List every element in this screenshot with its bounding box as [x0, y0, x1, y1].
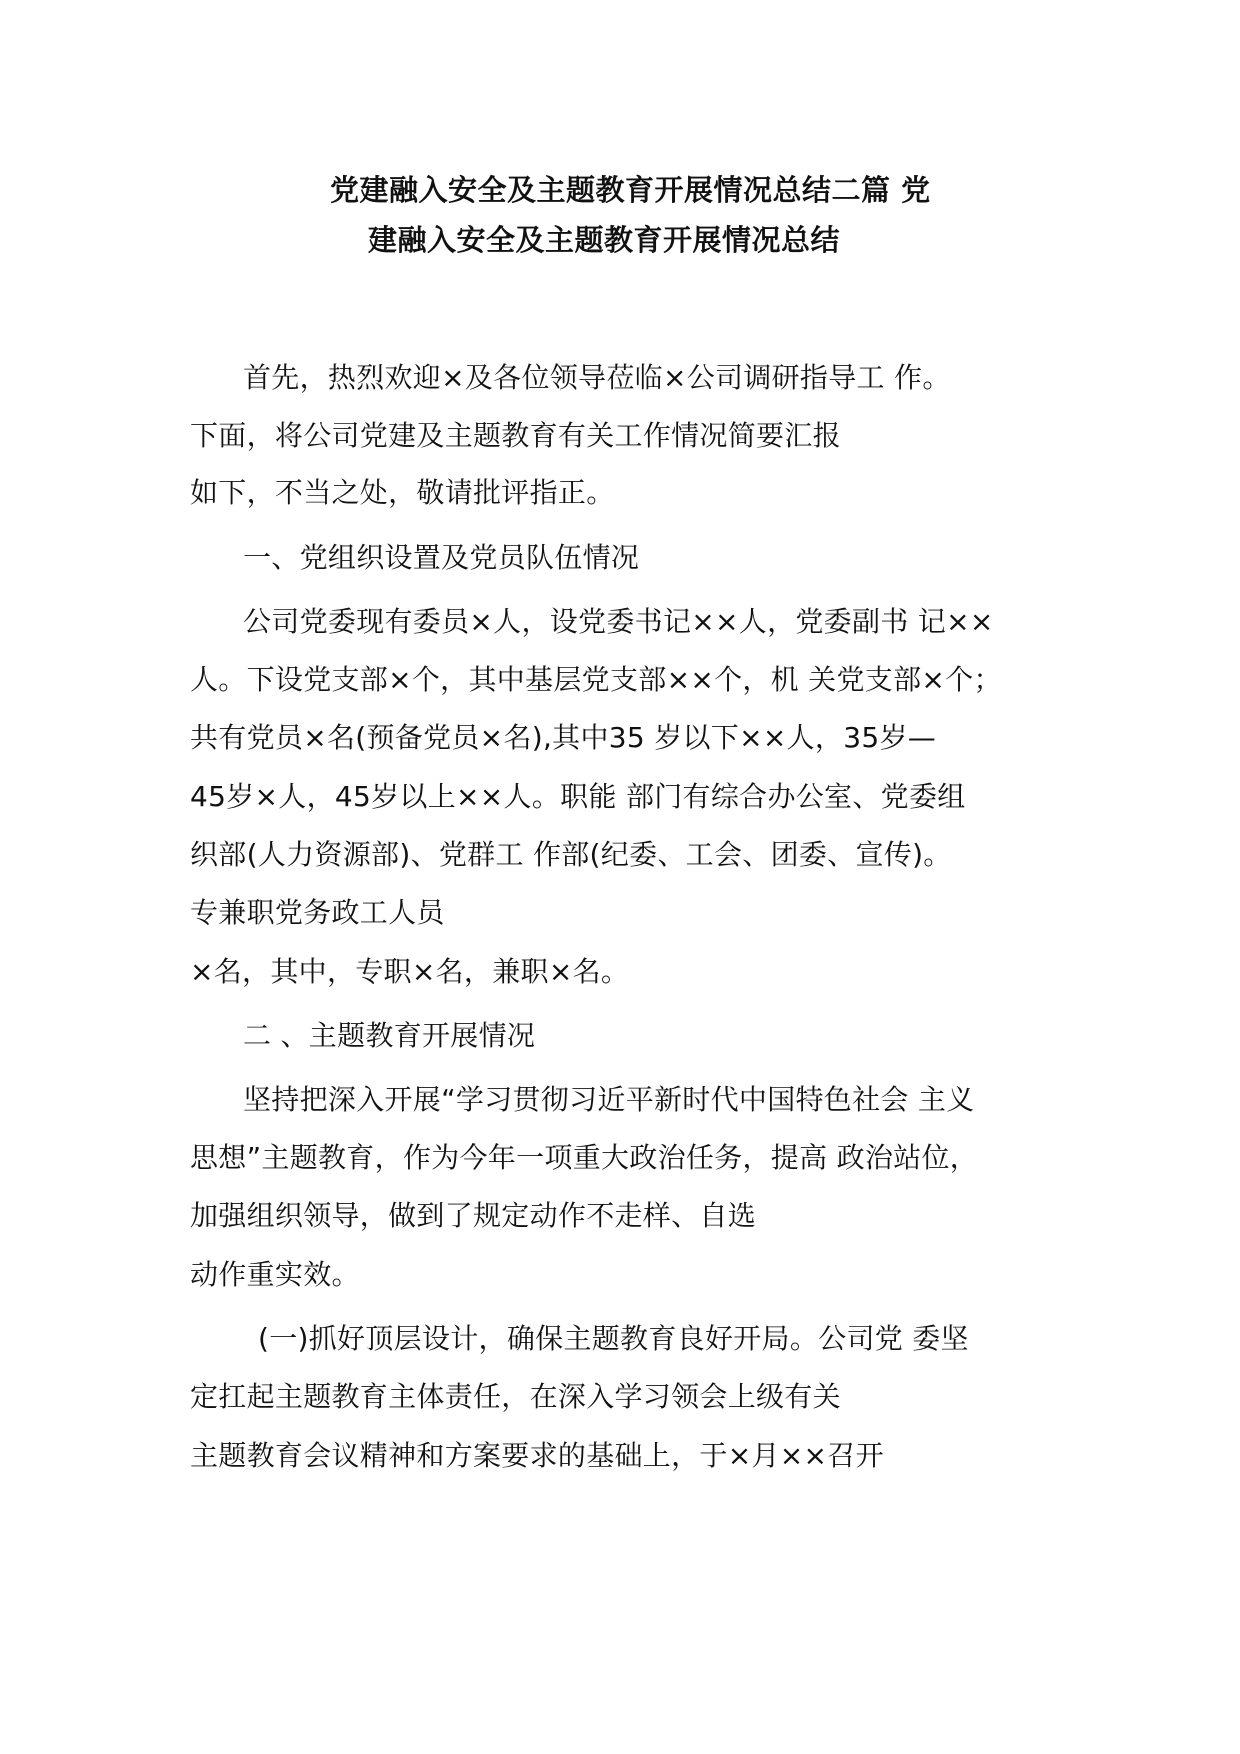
section-heading: 一、党组织设置及党员队伍情况 — [243, 541, 640, 574]
body-line: 45岁×人，45岁以上××人。职能 部门有综合办公室、党委组 — [190, 780, 966, 813]
subsection-line: (一)抓好顶层设计，确保主题教育良好开局。公司党 委坚 — [258, 1322, 969, 1355]
body-line: 坚持把深入开展“学习贯彻习近平新时代中国特色社会 主义 — [243, 1083, 975, 1116]
body-line: 思想”主题教育，作为今年一项重大政治任务，提高 政治站位， — [190, 1141, 979, 1174]
body-line: 加强组织领导，做到了规定动作不走样、自选 — [190, 1199, 757, 1232]
section-heading: 二 、主题教育开展情况 — [243, 1019, 536, 1052]
body-line: 公司党委现有委员×人，设党委书记××人，党委副书 记×× — [243, 605, 994, 638]
body-line: 织部(人力资源部)、党群工 作部(纪委、工会、团委、宣传)。 — [190, 838, 952, 871]
document-title-line-2: 建融入安全及主题教育开展情况总结 — [368, 223, 841, 257]
body-line: 如下，不当之处，敬请批评指正。 — [190, 476, 615, 509]
body-line: 专兼职党务政工人员 — [190, 896, 445, 929]
body-line: 主题教育会议精神和方案要求的基础上，于×月××召开 — [190, 1439, 884, 1472]
body-line: ×名，其中，专职×名，兼职×名。 — [190, 955, 630, 988]
body-line: 共有党员×名(预备党员×名),其中35 岁以下××人，35岁— — [190, 721, 937, 754]
body-line: 首先，热烈欢迎×及各位领导莅临×公司调研指导工 作。 — [243, 361, 951, 394]
body-line: 人。下设党支部×个，其中基层党支部××个，机 关党支部×个； — [190, 663, 1002, 696]
body-line: 定扛起主题教育主体责任，在深入学习领会上级有关 — [190, 1380, 841, 1413]
body-line: 下面，将公司党建及主题教育有关工作情况简要汇报 — [190, 419, 841, 452]
document-title-line-1: 党建融入安全及主题教育开展情况总结二篇 党 — [330, 173, 931, 207]
body-line: 动作重实效。 — [190, 1258, 360, 1291]
